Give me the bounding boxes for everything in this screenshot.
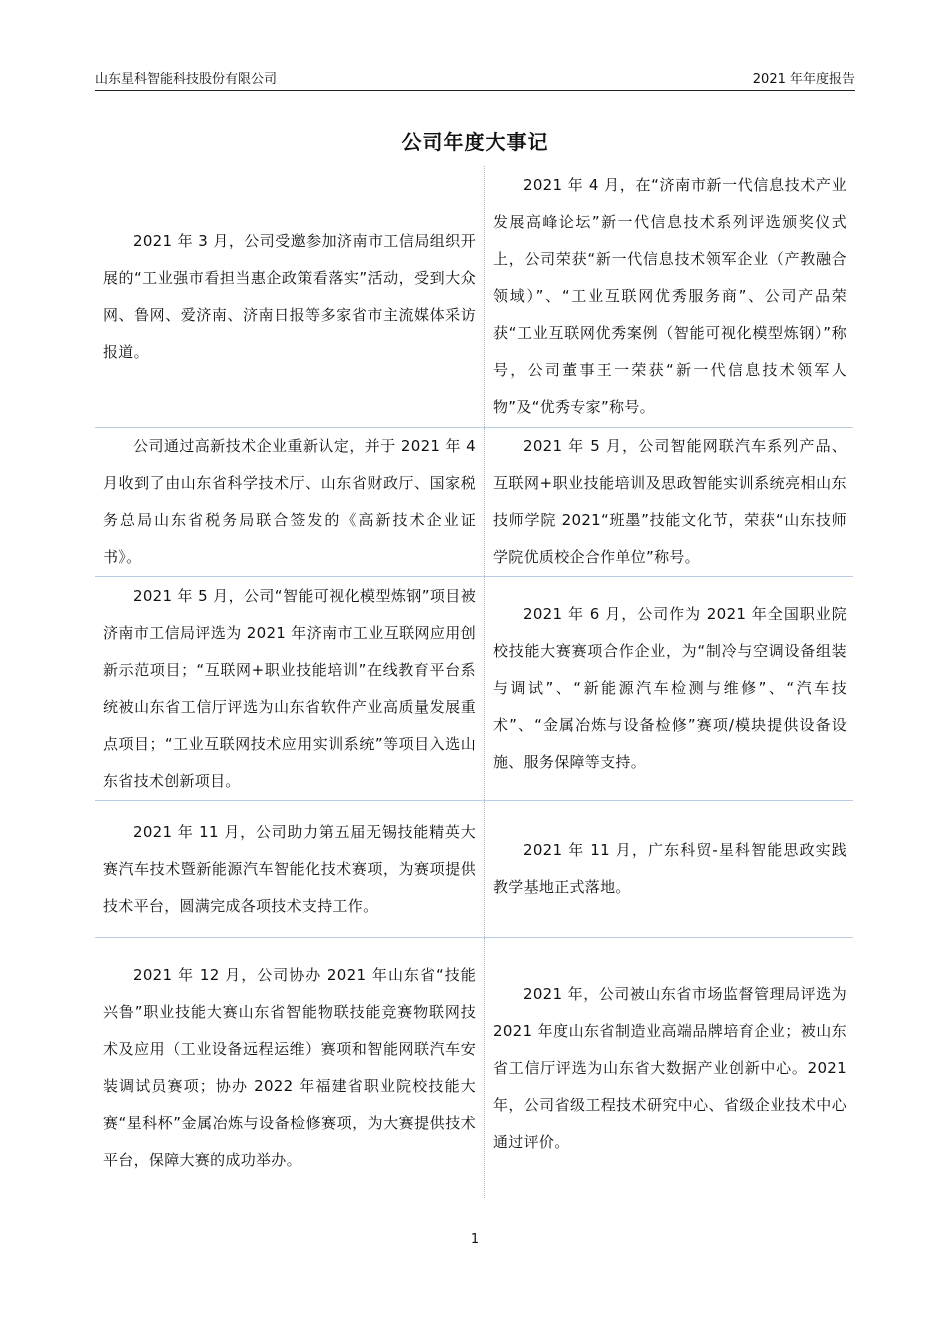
event-text: 2021 年 11 月，广东科贸-星科智能思政实践教学基地正式落地。	[493, 841, 847, 896]
event-text: 2021 年，公司被山东省市场监督管理局评选为 2021 年度山东省制造业高端品牌培育企业；被山东省工信厅评选为山东省大数据产业创新中心。2021 年，公司省级工程技术研究中心、省级企业技术中心通过评价。	[493, 984, 847, 1151]
event-cell-right-5	[484, 938, 853, 1198]
event-cell-right-3	[484, 577, 853, 800]
header-report-title: 2021 年年度报告	[752, 72, 855, 87]
event-cell-right-2	[484, 428, 853, 576]
event-text: 2021 年 12 月，公司协办 2021 年山东省“技能兴鲁”职业技能大赛山东省智能物联技能竞赛物联网技术及应用（工业设备远程运维）赛项和智能网联汽车安装调试员赛项；协办 2022 年福建省职业院校技能大赛“星科杯”金属冶炼与设备检修赛项，为大赛提供技术平台，保障大赛的成功举办。	[103, 966, 476, 1169]
event-cell-right-1	[484, 166, 853, 427]
page-number: 1	[470, 1232, 480, 1247]
event-cell-left-2	[95, 428, 484, 576]
event-cell-left-1	[95, 166, 484, 427]
event-text: 2021 年 3 月，公司受邀参加济南市工信局组织开展的“工业强市看担当惠企政策看落实”活动，受到大众网、鲁网、爱济南、济南日报等多家省市主流媒体采访报道。	[103, 231, 476, 361]
event-text: 2021 年 6 月，公司作为 2021 年全国职业院校技能大赛赛项合作企业，为“制冷与空调设备组装与调试”、“新能源汽车检测与维修”、“汽车技术”、“金属冶炼与设备检修”赛项/模块提供设备设施、服务保障等支持。	[493, 605, 847, 771]
event-text: 公司通过高新技术企业重新认定，并于 2021 年 4 月收到了由山东省科学技术厅、山东省财政厅、国家税务总局山东省税务局联合签发的《高新技术企业证书》。	[103, 437, 476, 566]
header-company: 山东星科智能科技股份有限公司	[95, 72, 278, 87]
page-header	[95, 68, 855, 91]
event-text: 2021 年 4 月，在“济南市新一代信息技术产业发展高峰论坛”新一代信息技术系列评选颁奖仪式上，公司荣获“新一代信息技术领军企业（产教融合领域）”、“工业互联网优秀服务商”、公司产品荣获“工业互联网优秀案例（智能可视化模型炼钢）”称号，公司董事王一荣获“新一代信息技术领军人物”及“优秀专家”称号。	[493, 176, 847, 416]
event-cell-right-4	[484, 801, 853, 937]
event-cell-left-5	[95, 938, 484, 1198]
event-text: 2021 年 5 月，公司“智能可视化模型炼钢”项目被济南市工信局评选为 2021 年济南市工业互联网应用创新示范项目；“互联网+职业技能培训”在线教育平台系统被山东省工信厅评选为山东省软件产业高质量发展重点项目；“工业互联网技术应用实训系统”等项目入选山东省技术创新项目。	[103, 586, 476, 790]
event-cell-left-4	[95, 801, 484, 937]
event-text: 2021 年 11 月，公司助力第五届无锡技能精英大赛汽车技术暨新能源汽车智能化技术赛项，为赛项提供技术平台，圆满完成各项技术支持工作。	[103, 822, 476, 915]
event-cell-left-3	[95, 577, 484, 800]
event-text: 2021 年 5 月，公司智能网联汽车系列产品、互联网+职业技能培训及思政智能实训系统亮相山东技师学院 2021“班墨”技能文化节，荣获“山东技师学院优质校企合作单位”称号。	[493, 437, 847, 566]
page-title: 公司年度大事记	[401, 130, 549, 154]
